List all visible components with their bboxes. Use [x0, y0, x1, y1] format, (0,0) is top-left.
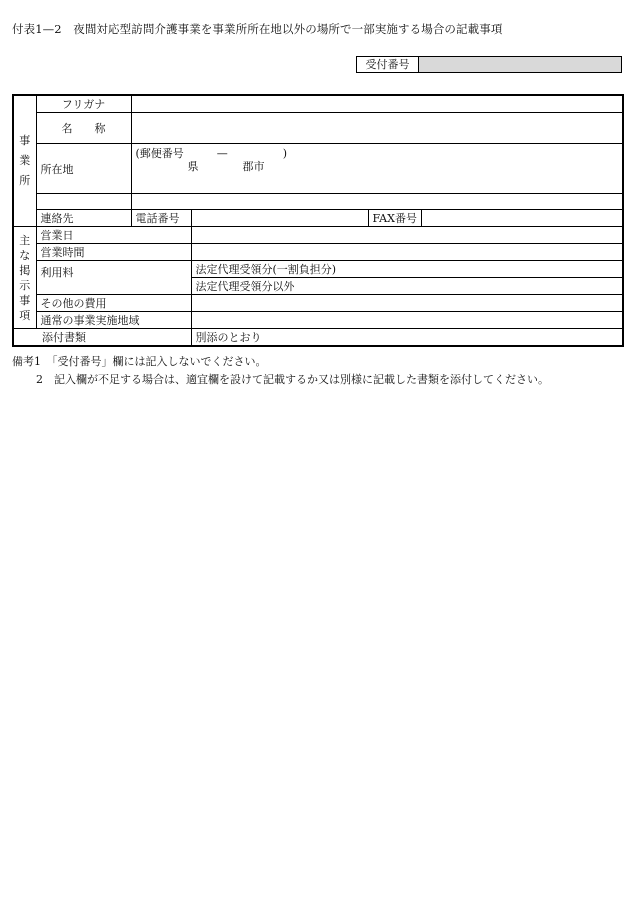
other-costs-field[interactable]: [191, 295, 623, 312]
fee-agent-share-label: 法定代理受領分(一割負担分): [191, 261, 623, 278]
furigana-label: フリガナ: [36, 95, 131, 113]
name-label: 名 称: [36, 113, 131, 144]
business-days-field[interactable]: [191, 227, 623, 244]
remark-2: 2 記入欄が不足する場合は、適宜欄を設けて記載するか又は別様に記載した書類を添付してください。: [36, 373, 549, 386]
fees-label: 利用料: [36, 261, 191, 295]
service-area-label: 通常の事業実施地域: [36, 312, 191, 329]
fax-field[interactable]: [421, 210, 623, 227]
location-label: 所在地: [36, 144, 131, 194]
postal-code-line: (郵便番号 — ): [135, 147, 288, 160]
fee-other-label: 法定代理受領分以外: [191, 278, 623, 295]
business-hours-label: 営業時間: [36, 244, 191, 261]
office-group-label: 事 業 所: [13, 95, 36, 227]
prefecture-city-line: 県 郡市: [187, 160, 265, 173]
name-field[interactable]: [131, 113, 623, 144]
furigana-field[interactable]: [131, 95, 623, 113]
attachment-label: 添付書類: [13, 329, 191, 347]
receipt-number-label: 受付番号: [357, 57, 419, 72]
remark-1: 備考1 「受付番号」欄には記入しないでください。: [12, 355, 267, 368]
business-days-label: 営業日: [36, 227, 191, 244]
attachment-value: 別添のとおり: [191, 329, 623, 347]
fax-label: FAX番号: [368, 210, 421, 227]
service-area-field[interactable]: [191, 312, 623, 329]
receipt-number-box: [356, 56, 622, 73]
application-form-table: [12, 94, 624, 347]
address-line-2-field[interactable]: [131, 194, 623, 210]
phone-field[interactable]: [191, 210, 368, 227]
posted-items-group-label: 主 な 掲 示 事 項: [13, 227, 36, 329]
location-spacer: [36, 194, 131, 210]
page-title: 付表1—2 夜間対応型訪問介護事業を事業所所在地以外の場所で一部実施する場合の記載事項: [12, 22, 503, 36]
receipt-number-field: [419, 57, 621, 72]
business-hours-field[interactable]: [191, 244, 623, 261]
contact-label: 連絡先: [36, 210, 131, 227]
phone-label: 電話番号: [131, 210, 191, 227]
address-field[interactable]: [131, 144, 623, 194]
remarks: [12, 353, 549, 389]
other-costs-label: その他の費用: [36, 295, 191, 312]
